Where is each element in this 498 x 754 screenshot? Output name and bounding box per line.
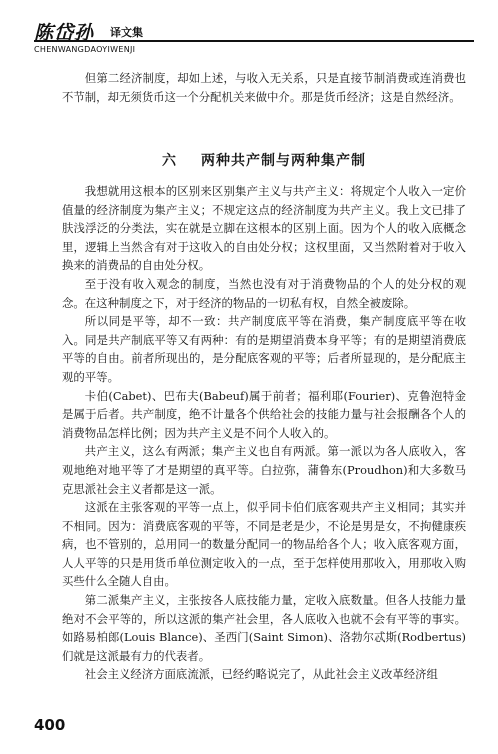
body-text <box>62 182 466 684</box>
paragraph: 至于没有收入观念的制度，当然也没有对于消费物品的个人的处分权的观念。在这种制度之下，对于经济的物品的一切私有权，自然全被废除。 <box>62 276 466 310</box>
page-number: 400 <box>34 716 66 734</box>
paragraph: 我想就用这根本的区别来区别集产主义与共产主义：将规定个人收入一定价值量的经济制度为集产主义；不规定这点的经济制度为共产主义。我上文已排了肤浅浮泛的分类法，实在就是立脚在这根本的区别上面。因为个人的收入底概念里，逻辑上当然含有对于这收入的自由处分权；这权里面，又当然附着对于收入换来的消费品的自由处分权。 <box>62 184 466 273</box>
section-number: 六 <box>162 153 177 169</box>
opening-text <box>62 69 466 106</box>
paragraph: 社会主义经济方面底流派，已经约略说完了，从此社会主义改革经济组 <box>84 667 438 682</box>
book-series-subtitle: 译文集 <box>110 26 143 39</box>
paragraph: 第二派集产主义，主张按各人底技能力量，定收入底数量。但各人技能力量绝对不会平等的，所以这派的集产社会里，各人底收入也就不会有平等的事实。如路易柏郎(Louis Blance)、圣西门(Saint Simon)、洛勃尔忒斯(Rodbertus)们就是这派最有力的代表者。 <box>62 593 466 663</box>
paragraph: 卡伯(Cabet)、巴布夫(Babeuf)属于前者；福利耶(Fourier)、克鲁泡特金是属于后者。共产制度，绝不计量各个供给社会的技能力量与社会报酬各个人的消费物品怎样比例；因为共产主义是不问个人收入的。 <box>62 388 466 440</box>
book-series-title: 陈岱孙 <box>34 22 95 44</box>
header-rule <box>34 40 474 42</box>
paragraph: 这派在主张客观的平等一点上，似乎同卡伯们底客观共产主义相同；其实并不相同。因为：消费底客观的平等，不同是老是少，不论是男是女，不拘健康疾病，也不管别的，总用同一的数量分配同一的物品给各个人；收入底客观方面，人人平等的只是用货币单位测定收入的一点，至于怎样使用那收入，用那收入购买些什么全随人自由。 <box>62 500 466 589</box>
paragraph-opening: 但第二经济制度，却如上述，与收入无关系，只是直接节制消费或连消费也不节制，却无须货币这一个分配机关来做中介。那是货币经济；这是自然经济。 <box>62 71 466 104</box>
running-header <box>34 18 474 52</box>
paragraph: 所以同是平等，却不一致：共产制度底平等在消费，集产制度底平等在收入。同是共产制底平等又有两种：有的是期望消费本身平等；有的是期望消费底平等的自由。前者所现出的，是分配底客观的平等；后者所显现的，是分配底主观的平等。 <box>62 314 466 384</box>
paragraph: 共产主义，这么有两派；集产主义也自有两派。第一派以为各人底收入，客观地绝对地平等了才是期望的真平等。白拉弥，蒲鲁东(Proudhon)和大多数马克思派社会主义者都是这一派。 <box>62 444 466 496</box>
book-series-pinyin: CHENWANGDAOYIWENJI <box>34 45 136 54</box>
section-heading <box>62 150 466 170</box>
section-title: 两种共产制与两种集产制 <box>201 153 366 169</box>
